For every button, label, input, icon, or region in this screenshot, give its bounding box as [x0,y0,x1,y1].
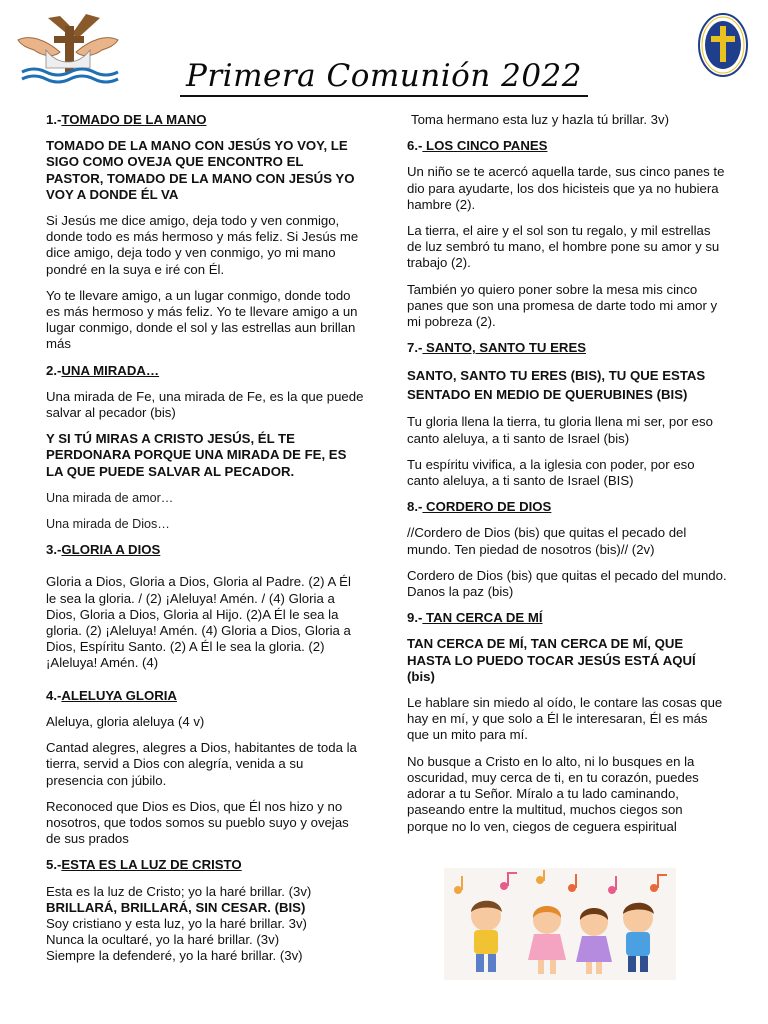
song-4-verse: Cantad alegres, alegres a Dios, habitantes de toda la tierra, servid a Dios con alegría, venida a su presencia con júbilo. [46,740,357,788]
song-8-verse: Cordero de Dios (bis) que quitas el pecado del mundo. Danos la paz (bis) [407,567,727,600]
song-4-verse: Reconoced que Dios es Dios, que Él nos hizo y no nosotros, que todos somos su pueblo suyo y ovejas de sus prados [46,798,349,847]
song-2-line: Una mirada de Dios… [46,517,170,532]
song-9-verse: Le hablare sin miedo al oído, le contare las cosas que hay en mí, y que solo a Él le interesaran, Él es más que un mito para mí. [407,695,723,743]
page-title: Primera Comunión 2022 [0,58,768,94]
song-heading-4: 4.-ALELUYA GLORIA [46,687,177,703]
song-2-verse: Una mirada de Fe, una mirada de Fe, es la que puede salvar al pecador (bis) [46,388,364,421]
right-column [407,112,727,845]
song-6-verse: Un niño se te acercó aquella tarde, sus cinco panes te dio para ayudarte, los dos hicisteis que ya no hubiera hambre (2). [407,164,725,212]
song-heading-6: 6.- LOS CINCO PANES [407,138,548,154]
song-heading-9: 9.- TAN CERCA DE MÍ [407,610,543,626]
song-6-verse: También yo quiero poner sobre la mesa mis cinco panes que son una promesa de darte todo mi amor y mi pobreza (2). [407,281,718,330]
song-7-chorus: SANTO, SANTO TU ERES (BIS), TU QUE ESTAS SENTADO EN MEDIO DE QUERUBINES (BIS) [407,368,706,403]
song-5-line: Siempre la defenderé, yo la haré brillar. (3v) [46,948,303,964]
song-5-line: Soy cristiano y esta luz, yo la haré brillar. 3v) [46,915,307,931]
song-2-chorus: Y SI TÚ MIRAS A CRISTO JESÚS, ÉL TE PERDONARA PORQUE UNA MIRADA DE FE, ES LA QUE PUEDE SALVAR AL PECADOR. [46,431,347,479]
song-4-verse: Aleluya, gloria aleluya (4 v) [46,713,205,729]
song-1-verse: Si Jesús me dice amigo, deja todo y ven conmigo, donde todo es más hermoso y más feliz. Si Jesús me dice amigo, deja todo y ven conmigo, yo mi mano pondré en la suya e iré con Él. [46,213,359,277]
children-singing-illustration [444,868,676,980]
song-9-chorus: TAN CERCA DE MÍ, TAN CERCA DE MÍ, QUE HASTA LO PUEDO TOCAR JESÚS ESTÁ AQUÍ (bis) [407,636,696,684]
left-column [46,112,364,974]
song-5-lines [46,884,364,965]
song-8-verse: //Cordero de Dios (bis) que quitas el pecado del mundo. Ten piedad de nosotros (bis)// (2v) [407,525,687,557]
song-heading-7: 7.- SANTO, SANTO TU ERES [407,340,587,356]
song-5-line: Nunca la ocultaré, yo la haré brillar. (3v) [46,932,280,948]
song-9-verse: No busque a Cristo en lo alto, ni lo busques en la oscuridad, muy cerca de ti, en tu corazón, puedes adorar a tu Señor. Míralo a tu lado caminando, paseando entre la multitud, muchos ciegos son porque no lo ven, ciegos de ceguera espiritual [407,753,699,834]
song-3-verse: Gloria a Dios, Gloria a Dios, Gloria al Padre. (2) A Él le sea la gloria. / (2) ¡Aleluya! Amén. / (4) Gloria a Dios, Gloria a Dios, Gloria al Hijo. (2)A Él le sea la gloria. (2) ¡Aleluya! Amén. (4) Gloria a Dios, Gloria a Dios, Espíritu Santo. (2) A Él le sea la gloria. (2) ¡Aleluya! Amén. (4) [46,574,351,671]
song-5-line: Toma hermano esta luz y hazla tú brillar. 3v) [411,112,670,127]
song-7-verse: Tu gloria llena la tierra, tu gloria llena mi ser, por eso canto aleluya, a ti santo de Israel (bis) [407,414,713,446]
song-5-line: Esta es la luz de Cristo; yo la haré brillar. (3v) [46,883,312,899]
song-heading-3: 3.-GLORIA A DIOS [46,542,161,558]
song-1-chorus: TOMADO DE LA MANO CON JESÚS YO VOY, LE SIGO COMO OVEJA QUE ENCONTRO EL PASTOR, TOMADO DE LA MANO CON JESÚS YO VOY A DONDE ÉL VA [46,138,355,202]
song-1-verse: Yo te llevare amigo, a un lugar conmigo, donde todo es más hermoso y más feliz. Yo te llevare amigo a un lugar conmigo, donde el sol y las estrellas aun brillan más [46,287,358,352]
song-2-line: Una mirada de amor… [46,490,174,505]
song-heading-5: 5.-ESTA ES LA LUZ DE CRISTO [46,857,242,873]
song-5-chorus: BRILLARÁ, BRILLARÁ, SIN CESAR. (BIS) [46,899,306,915]
song-heading-2: 2.-UNA MIRADA… [46,362,160,378]
song-heading-1: 1.-TOMADO DE LA MANO [46,112,207,127]
song-6-verse: La tierra, el aire y el sol son tu regalo, y mil estrellas de luz sembró tu mano, el hombre pone su amor y su trabajo (2). [407,223,720,271]
song-7-verse: Tu espíritu vivifica, a la iglesia con poder, por eso canto aleluya, a ti santo de Israel (BIS) [407,456,695,489]
song-heading-8: 8.- CORDERO DE DIOS [407,499,552,515]
